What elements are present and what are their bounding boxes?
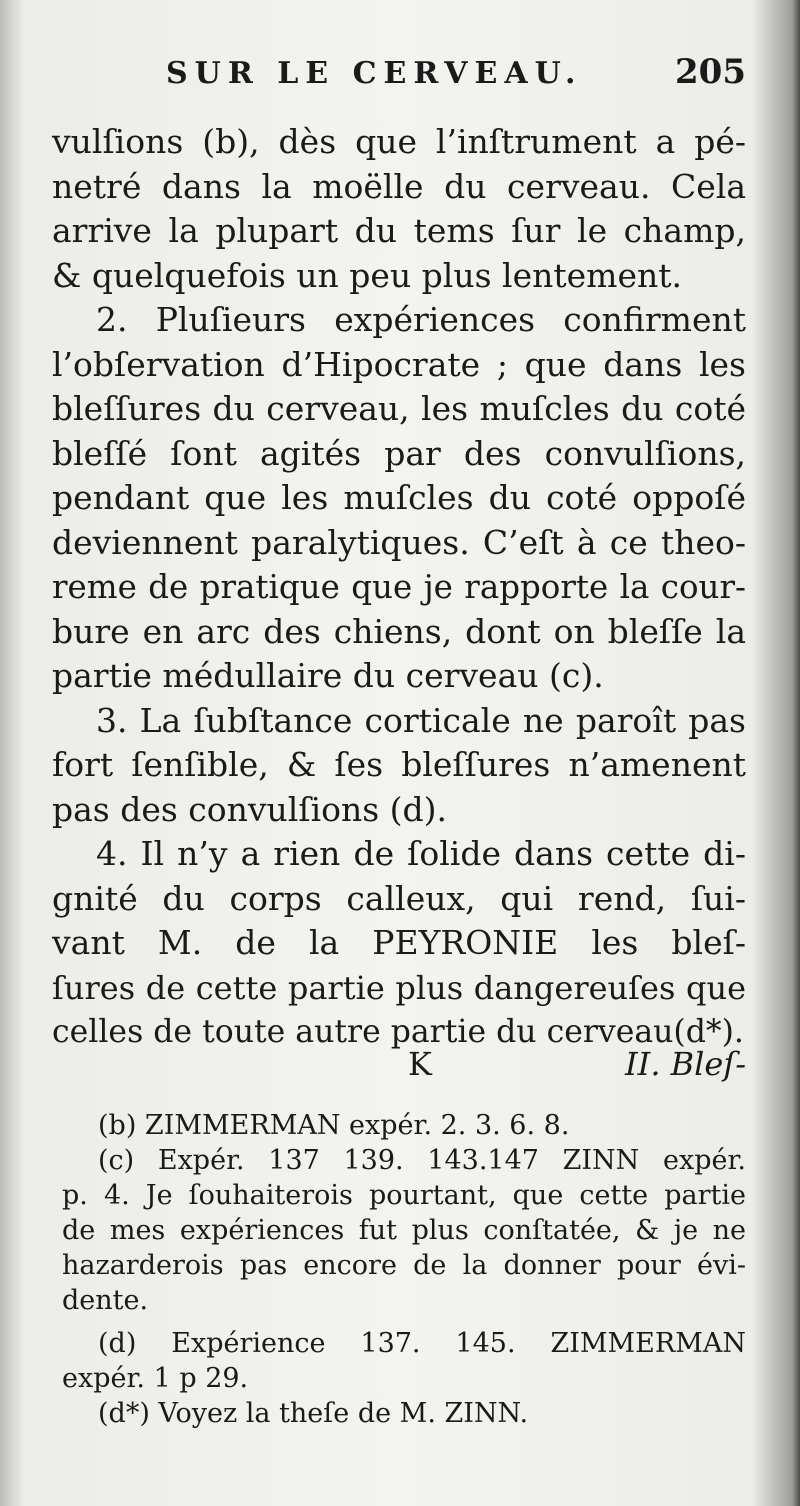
footnotes — [62, 1108, 746, 1431]
body-text — [52, 120, 746, 1055]
body-line: partie médullaire du cerveau (c). — [52, 656, 604, 695]
footnote-line: dente. — [62, 1285, 149, 1316]
body-line: pendant que les muſcles du coté oppoſé — [52, 478, 746, 517]
body-line: bleſſures du cerveau, les muſcles du coté — [52, 389, 746, 428]
footnote-line: de mes expériences fut plus conſtatée, & je ne — [62, 1215, 746, 1246]
body-line: arrive la plupart du tems ſur le champ, — [52, 211, 746, 250]
body-line: fort ſenſible, & ſes bleſſures n’amenent — [52, 745, 746, 784]
body-line: vulſions (b), dès que l’inſtrument a pé- — [52, 122, 746, 161]
catch-line — [52, 1045, 746, 1089]
footnote-line: expér. 1 p 29. — [62, 1363, 249, 1394]
body-line: ſures de cette partie plus dangereuſes que — [52, 968, 746, 1007]
body-line: & quelquefois un peu plus lentement. — [52, 255, 682, 295]
footnote-line: (d*) Voyez la theſe de M. ZINN. — [98, 1398, 529, 1429]
footnote-line: p. 4. Je ſouhaiterois pourtant, que cette partie — [62, 1180, 746, 1211]
footnote-line: hazarderois pas encore de la donner pour évi- — [62, 1250, 746, 1281]
body-line: bure en arc des chiens, dont on bleſſe la — [52, 611, 746, 651]
body-line: netré dans la moëlle du cerveau. Cela — [52, 166, 746, 206]
running-head-title: SUR LE CERVEAU. — [166, 56, 583, 91]
body-line: deviennent paralytiques. C’eſt à ce theo- — [52, 522, 746, 562]
body-line: bleſſé ſont agités par des convulſions, — [52, 433, 746, 473]
body-line: l’obſervation d’Hipocrate ; que dans les — [52, 344, 746, 384]
body-line: celles de toute autre partie du cerveau(d*). — [52, 1014, 744, 1050]
body-line: 2. Pluſieurs expériences confirment — [96, 300, 746, 339]
catchword: II. Bleſ- — [625, 1045, 746, 1083]
body-line: 4. Il n’y a rien de ſolide dans cette di- — [96, 834, 746, 873]
page-number: 205 — [675, 52, 746, 92]
body-line: 3. La ſubſtance corticale ne paroît pas — [96, 700, 746, 740]
footnote-line: (b) ZIMMERMAN expér. 2. 3. 6. 8. — [98, 1110, 570, 1141]
running-head — [166, 52, 746, 100]
body-line: gnité du corps calleux, qui rend, ſui- — [52, 878, 746, 918]
footnote-line: (d) Expérience 137. 145. ZIMMERMAN — [98, 1328, 746, 1359]
body-line: vant M. de la PEYRONIE les bleſ- — [52, 923, 746, 962]
body-line: reme de pratique que je rapporte la cour- — [52, 568, 746, 606]
footnote-line: (c) Expér. 137 139. 143.147 ZINN expér. — [98, 1145, 746, 1176]
signature-mark: K — [408, 1045, 432, 1083]
body-line: pas des convulſions (d). — [52, 789, 448, 829]
